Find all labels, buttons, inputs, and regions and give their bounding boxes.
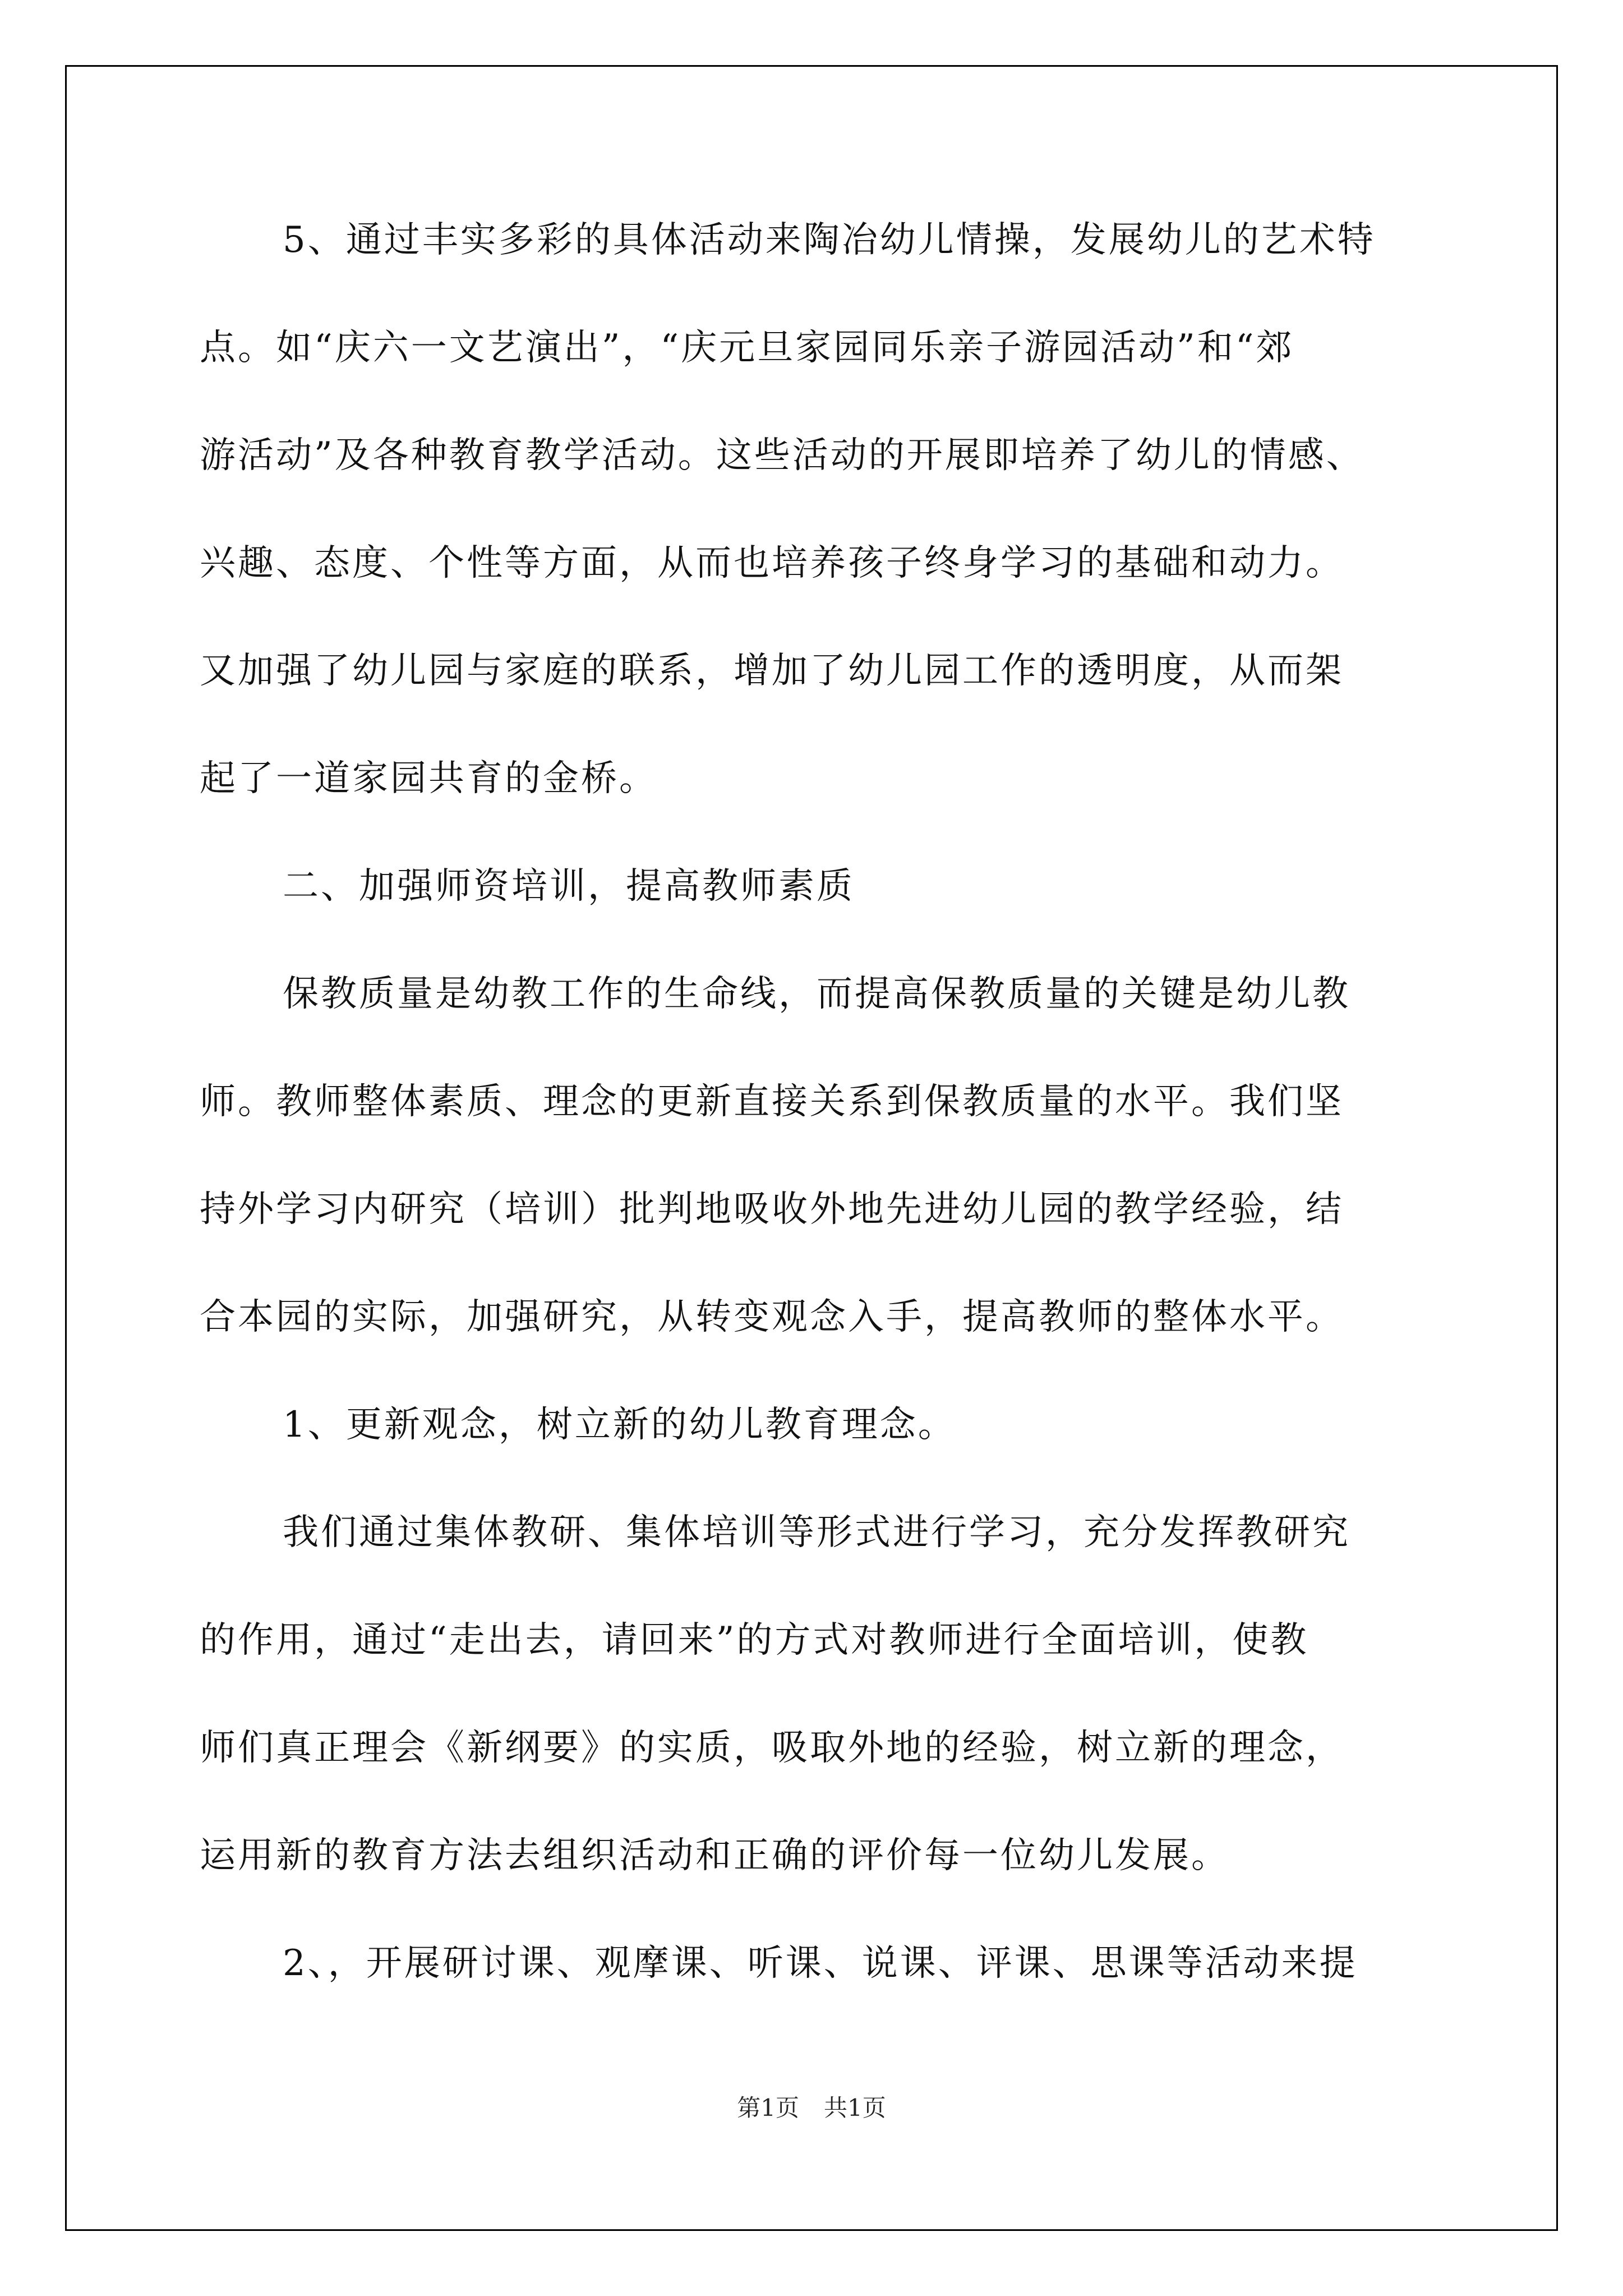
paragraph-line: 运用新的教育方法去组织活动和正确的评价每一位幼儿发展。 xyxy=(200,1835,1229,1876)
paragraph-line: 兴趣、态度、个性等方面，从而也培养孩子终身学习的基础和动力。 xyxy=(200,542,1344,584)
paragraph-line: 5、通过丰实多彩的具体活动来陶冶幼儿情操，发展幼儿的艺术特 xyxy=(283,219,1376,261)
page-total: 共1页 xyxy=(824,2094,886,2122)
paragraph-line: 起了一道家园共育的金桥。 xyxy=(200,758,657,799)
paragraph-line: 我们通过集体教研、集体培训等形式进行学习，充分发挥教研究 xyxy=(283,1512,1350,1553)
paragraph-line: 的作用，通过“走出去，请回来”的方式对教师进行全面培训，使教 xyxy=(200,1619,1309,1661)
paragraph-line: 2、，开展研讨课、观摩课、听课、说课、评课、思课等活动来提 xyxy=(283,1943,1358,1984)
subsection-heading: 1、更新观念，树立新的幼儿教育理念。 xyxy=(283,1404,956,1446)
paragraph-line: 保教质量是幼教工作的生命线，而提高保教质量的关键是幼儿教 xyxy=(283,973,1350,1015)
paragraph-line: 师们真正理会《新纲要》的实质，吸取外地的经验，树立新的理念， xyxy=(200,1727,1344,1769)
paragraph-line: 又加强了幼儿园与家庭的联系，增加了幼儿园工作的透明度，从而架 xyxy=(200,650,1344,692)
page-footer xyxy=(0,2090,1623,2123)
paragraph-line: 游活动”及各种教育教学活动。这些活动的开展即培养了幼儿的情感、 xyxy=(200,435,1364,476)
section-heading: 二、加强师资培训，提高教师素质 xyxy=(283,866,855,907)
paragraph-line: 点。如“庆六一文艺演出”，“庆元旦家园同乐亲子游园活动”和“郊 xyxy=(200,327,1294,369)
paragraph-line: 师。教师整体素质、理念的更新直接关系到保教质量的水平。我们坚 xyxy=(200,1081,1344,1122)
paragraph-line: 持外学习内研究（培训）批判地吸收外地先进幼儿园的教学经验，结 xyxy=(200,1189,1344,1230)
page-number: 第1页 xyxy=(737,2094,799,2122)
page-border xyxy=(65,65,1558,2231)
paragraph-line: 合本园的实际，加强研究，从转变观念入手，提高教师的整体水平。 xyxy=(200,1296,1344,1338)
